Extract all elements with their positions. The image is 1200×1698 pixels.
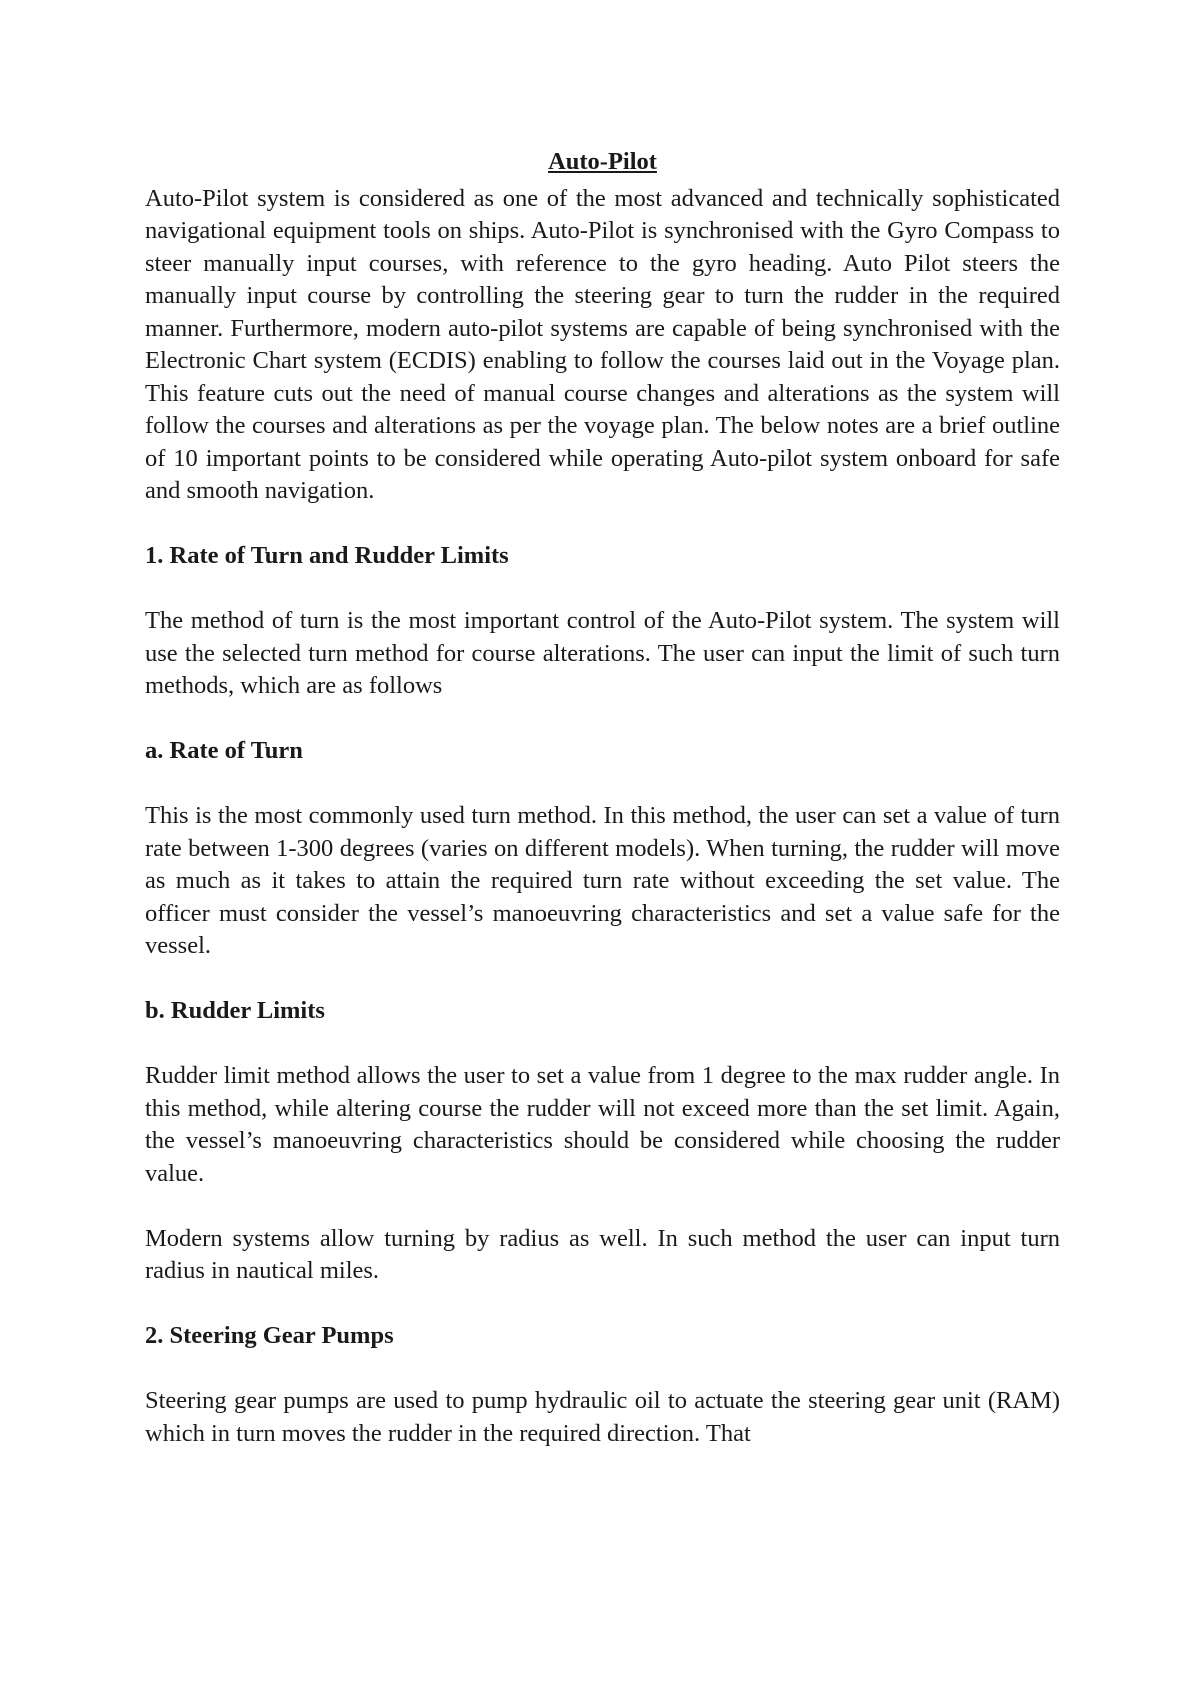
section-heading-steering-gear-pumps: 2. Steering Gear Pumps <box>145 1322 394 1349</box>
subsection-heading-rate-of-turn: a. Rate of Turn <box>145 737 303 764</box>
section-paragraph-turn-methods: The method of turn is the most important control of the Auto-Pilot system. The system will use the selected turn method for course alterations. The user can input the limit of such turn methods, which are as follows <box>145 607 1060 699</box>
intro-paragraph: Auto-Pilot system is considered as one of the most advanced and technically sophisticated navigational equipment tools on ships. Auto-Pilot is synchronised with the Gyro Compass to steer manually input courses, with reference to the gyro heading. Auto Pilot steers the manually input course by controlling the steering gear to turn the rudder in the required manner. Furthermore, modern auto-pilot systems are capable of being synchronised with the Electronic Chart system (ECDIS) enabling to follow the courses laid out in the Voyage plan. This feature cuts out the need of manual course changes and alterations as the system will follow the courses and alterations as per the voyage plan. The below notes are a brief outline of 10 important points to be considered while operating Auto-pilot system onboard for safe and smooth navigation. <box>145 184 1060 504</box>
subsection-heading-rudder-limits: b. Rudder Limits <box>145 997 325 1024</box>
subsection-paragraph-rate-of-turn: This is the most commonly used turn method. In this method, the user can set a value of turn rate between 1-300 degrees (varies on different models). When turning, the rudder will move as much as it takes to attain the required turn rate without exceeding the set value. The officer must consider the vessel’s manoeuvring characteristics and set a value safe for the vessel. <box>145 802 1060 959</box>
section-heading-rate-of-turn-and-rudder-limits: 1. Rate of Turn and Rudder Limits <box>145 542 509 569</box>
section-paragraph-steering-gear-pumps: Steering gear pumps are used to pump hydraulic oil to actuate the steering gear unit (RAM) which in turn moves the rudder in the required direction. That <box>145 1387 1060 1447</box>
document-title: Auto-Pilot <box>548 148 657 175</box>
subsection-paragraph-rudder-limits: Rudder limit method allows the user to set a value from 1 degree to the max rudder angle. In this method, while altering course the rudder will not exceed more than the set limit. Again, the vessel’s manoeuvring characteristics should be considered while choosing the rudder value. <box>145 1062 1060 1187</box>
document-content <box>145 146 1060 1450</box>
paragraph-turn-by-radius: Modern systems allow turning by radius as well. In such method the user can input turn radius in nautical miles. <box>145 1224 1060 1284</box>
